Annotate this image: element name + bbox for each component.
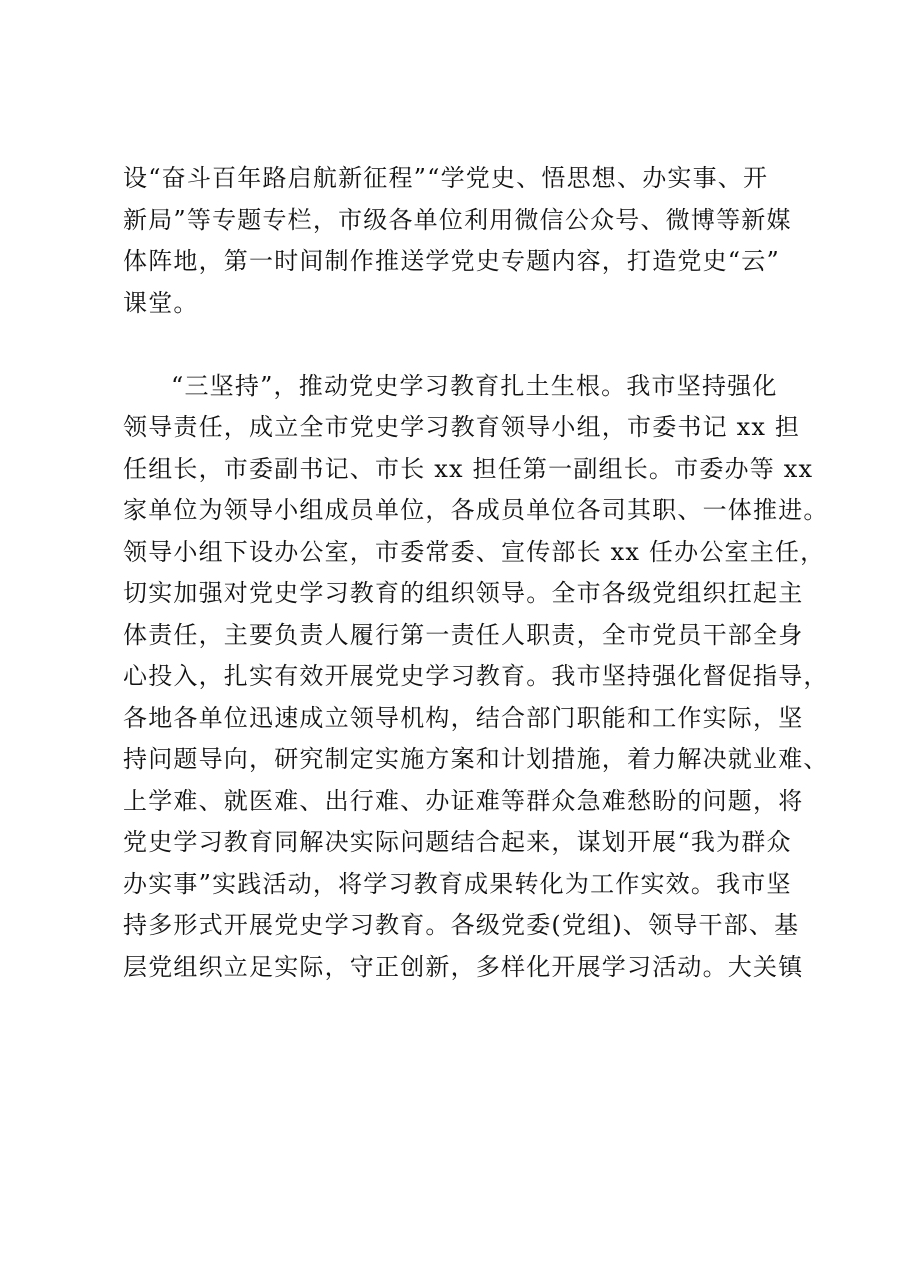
paragraph-spacing xyxy=(123,324,799,366)
text-line: 办实事”实践活动，将学习教育成果转化为工作实效。我市坚 xyxy=(123,869,792,898)
text-line: 新局”等专题专栏，市级各单位利用微信公众号、微博等新媒 xyxy=(123,205,792,234)
text-line: “三坚持”，推动党史学习教育扎土生根。我市坚持强化 xyxy=(171,371,778,400)
text-line: 层党组织立足实际，守正创新，多样化开展学习活动。大关镇 xyxy=(123,952,804,981)
text-line: 设“奋斗百年路启航新征程”“学党史、悟思想、办实事、开 xyxy=(123,164,769,192)
document-body xyxy=(123,158,829,988)
text-line: 心投入，扎实有效开展党史学习教育。我市坚持强化督促指导， xyxy=(123,662,829,690)
text-line: 体责任，主要负责人履行第一责任人职责，全市党员干部全身 xyxy=(123,620,804,649)
text-line: 课堂。 xyxy=(123,288,199,317)
text-line: 领导责任，成立全市党史学习教育领导小组，市委书记 xx 担 xyxy=(123,413,801,441)
paragraph-1 xyxy=(123,158,799,324)
text-line: 党史学习教育同解决实际问题结合起来，谋划开展“我为群众 xyxy=(123,828,792,856)
text-line: 体阵地，第一时间制作推送学党史专题内容，打造党史“云” xyxy=(123,247,780,275)
text-line: 领导小组下设办公室，市委常委、宣传部长 xx 任办公室主任， xyxy=(123,537,826,566)
text-line: 各地各单位迅速成立领导机构，结合部门职能和工作实际，坚 xyxy=(123,703,804,732)
paragraph-2 xyxy=(123,366,829,989)
text-line: 任组长，市委副书记、市长 xx 担任第一副组长。市委办等 xx xyxy=(123,454,814,483)
text-line: 切实加强对党史学习教育的组织领导。全市各级党组织扛起主 xyxy=(123,579,804,607)
text-line: 家单位为领导小组成员单位，各成员单位各司其职、一体推进。 xyxy=(123,496,829,524)
text-line: 上学难、就医难、出行难、办证难等群众急难愁盼的问题，将 xyxy=(123,786,804,815)
text-line: 持多形式开展党史学习教育。各级党委(党组)、领导干部、基 xyxy=(123,911,800,939)
text-line: 持问题导向，研究制定实施方案和计划措施，着力解决就业难、 xyxy=(123,745,829,773)
